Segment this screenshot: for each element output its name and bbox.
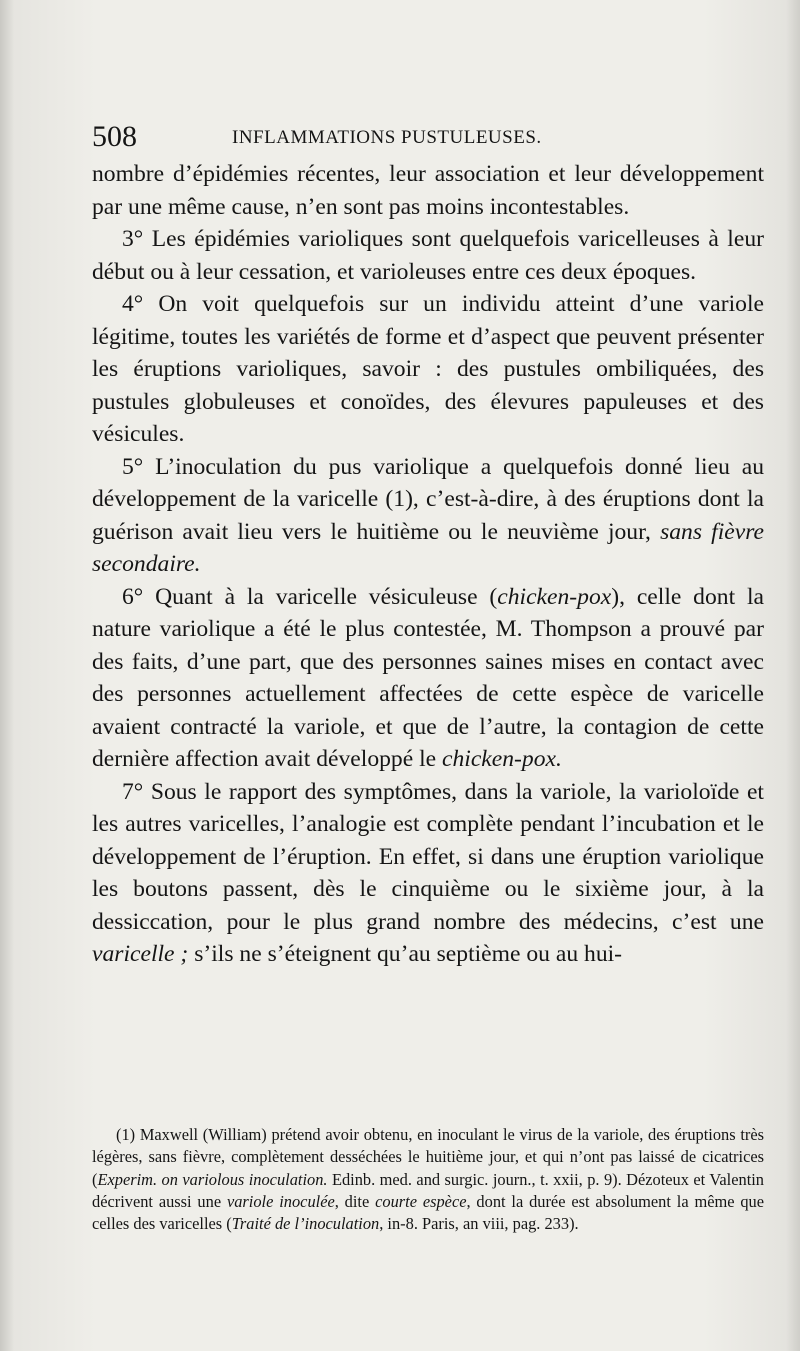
paragraph-point-7-text-b: s’ils ne s’éteignent qu’au septième ou au hui- <box>188 941 623 967</box>
footnote-text-b: Edinb. med. and surgic. journ., t. xxii, p. 9). Dézoteux et Valentin décrivent aussi une <box>92 1169 764 1211</box>
paragraph-point-4: 4° On voit quelquefois sur un individu atteint d’une variole légitime, toutes les variétés de forme et d’aspect que peuvent présenter les éruptions varioliques, savoir : des pustules ombiliquées, des pustules globuleuses et conoïdes, des élevures papuleuses et des vésicules. <box>92 291 764 447</box>
paragraph-point-6-italic-a: chicken-pox <box>497 583 612 610</box>
paragraph-point-3: 3° Les épidémies varioliques sont quelquefois varicelleuses à leur début ou à leur cessation, et varioleuses entre ces deux époques. <box>92 226 764 285</box>
page-edge-shadow-right <box>786 0 800 1351</box>
page-header <box>92 120 772 154</box>
footnote-italic-1: Experim. on variolous inoculation. <box>97 1169 328 1189</box>
paragraph-point-5-italic: sans fièvre secondaire. <box>92 518 764 577</box>
footnote-italic-2: variole inoculée <box>226 1191 335 1211</box>
paragraph-point-6-italic-b: chicken-pox. <box>442 746 562 772</box>
page-edge-shadow-left <box>0 0 14 1351</box>
paragraph-point-7-text-a: 7° Sous le rapport des symptômes, dans la variole, la varioloïde et les autres varicelles, l’analogie est complète pendant l’incubation et le développement de l’éruption. En effet, si dans une éruption variolique les boutons passent, dès le cinquième ou le sixième jour, à la dessiccation, pour le plus grand nombre des médecins, c’est une <box>92 778 764 935</box>
footnote-italic-3: courte espèce <box>375 1191 467 1211</box>
paragraph-continued: nombre d’épidémies récentes, leur association et leur développement par une même cause, n’en sont pas moins incontestables. <box>92 161 764 220</box>
paragraph-point-6-text-b: ), celle dont la nature variolique a été le plus contestée, M. Thompson a prouvé par des faits, d’une part, que des personnes saines mises en contact avec des personnes actuellement affectées de cette espèce de varicelle avaient contracté la variole, et que de l’autre, la contagion de cette dernière affection avait développé le <box>92 583 764 772</box>
footnote-text-a: (1) Maxwell (William) prétend avoir obtenu, en inoculant le virus de la variole, des éruptions très légères, sans fièvre, complètement desséchées le huitième jour, et qui n’ont pas laissé de cicatrices ( <box>92 1125 764 1189</box>
footnote <box>92 1124 764 1235</box>
running-head: INFLAMMATIONS PUSTULEUSES. <box>232 127 542 148</box>
paragraph-point-6-text-a: 6° Quant à la varicelle vésiculeuse ( <box>122 583 498 610</box>
page-number: 508 <box>92 120 137 153</box>
footnote-italic-4: Traité de l’inoculation <box>231 1214 380 1234</box>
paragraph-point-7-italic: varicelle ; <box>92 941 189 967</box>
footnote-text-e: , in-8. Paris, an viii, pag. 233). <box>379 1214 579 1234</box>
body-text <box>92 158 764 971</box>
paragraph-point-6 <box>92 581 764 776</box>
paragraph-point-5 <box>92 451 764 581</box>
footnote-1 <box>92 1124 764 1235</box>
footnote-text-c: , dite <box>334 1191 376 1211</box>
footnote-text-d: , dont la durée est absolument la même que celles des varicelles ( <box>92 1191 764 1234</box>
paragraph-point-7 <box>92 776 764 971</box>
paragraph-point-5-text: 5° L’inoculation du pus variolique a quelquefois donné lieu au développement de la varicelle (1), c’est-à-dire, à des éruptions dont la guérison avait lieu vers le huitième ou le neuvième jour, <box>92 453 764 545</box>
